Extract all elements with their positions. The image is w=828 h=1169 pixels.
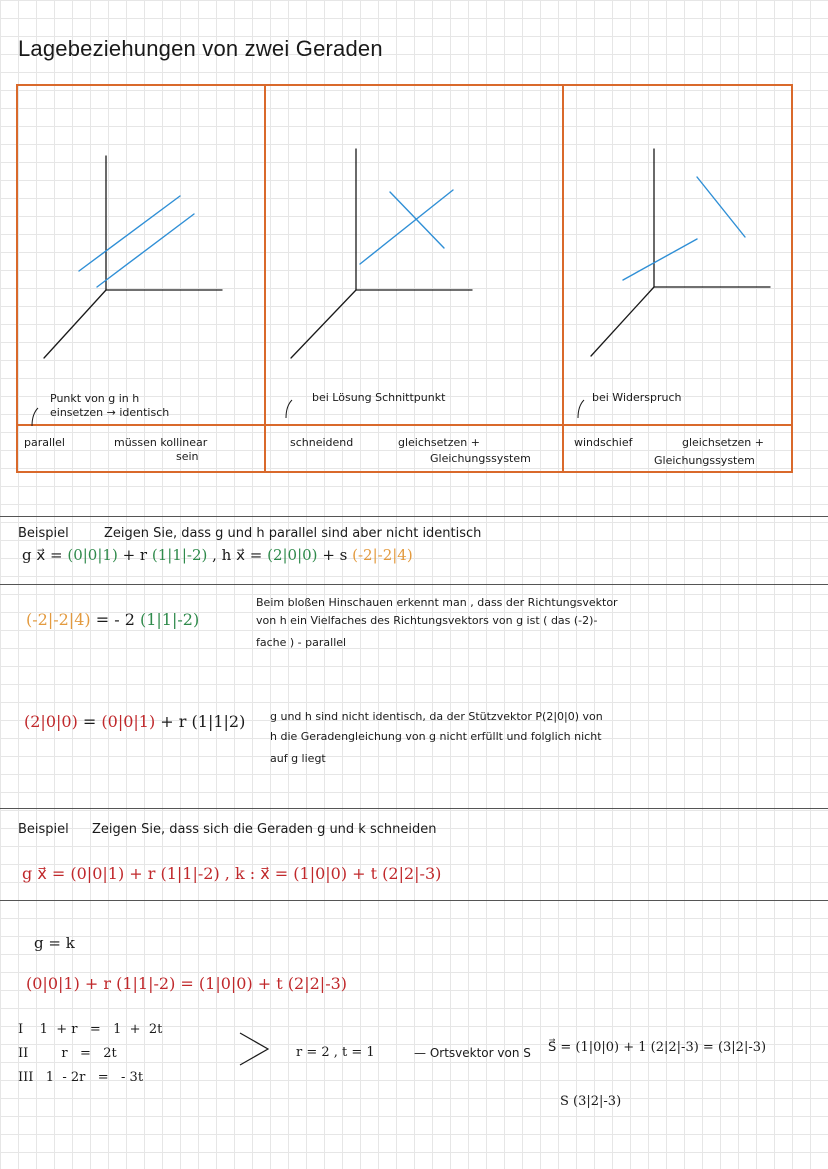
axes-3 xyxy=(591,149,770,356)
ex1-text1-b: von h ein Vielfaches des Richtungsvektors von g ist ( das (-2)- xyxy=(256,614,598,627)
case1-note-bottom-c: sein xyxy=(176,450,199,463)
lines-intersecting xyxy=(360,190,453,264)
ex1-text1-c: fache ) - parallel xyxy=(256,636,347,649)
ex2-ortsvektor: — Ortsvektor von S xyxy=(414,1046,531,1060)
case3-note-bottom-a: windschief xyxy=(574,436,633,449)
lines-skew xyxy=(623,177,745,280)
page-title: Lagebeziehungen von zwei Geraden xyxy=(18,36,383,61)
ex1-text1-a: Beim bloßen Hinschauen erkennt man , dass der Richtungsvektor xyxy=(256,596,618,609)
ex2-set-eq: g = k xyxy=(34,934,75,952)
ex1-equations: g x⃗ = (0|0|1) + r (1|1|-2) , h x⃗ = (2|0|0) + s (-2|-2|4) xyxy=(22,546,413,564)
rule-3 xyxy=(0,808,828,809)
case2-note-top-a: bei Lösung Schnittpunkt xyxy=(312,391,446,404)
case1-note-bottom-a: parallel xyxy=(24,436,65,449)
axes-2 xyxy=(291,149,472,358)
ex1-task: Zeigen Sie, dass g und h parallel sind aber nicht identisch xyxy=(104,526,482,541)
ex2-label: Beispiel xyxy=(18,822,69,837)
parallel-diagram xyxy=(44,156,222,358)
ex2-row-1: I 1 + r = 1 + 2t xyxy=(18,1022,163,1037)
case3-note-bottom-b: gleichsetzen + xyxy=(682,436,764,449)
rule-4 xyxy=(0,900,828,901)
ex2-s-point: S (3|2|-3) xyxy=(560,1094,622,1109)
case1-note-top-b: einsetzen → identisch xyxy=(50,406,170,419)
case3-note-top-a: bei Widerspruch xyxy=(592,391,682,404)
lines-parallel xyxy=(79,196,194,287)
case2-note-bottom-c: Gleichungssystem xyxy=(430,452,531,465)
ex1-text2-a: g und h sind nicht identisch, da der Stützvektor P(2|0|0) von xyxy=(270,710,603,723)
case2-note-bottom-b: gleichsetzen + xyxy=(398,436,480,449)
ex1-text2-c: auf g liegt xyxy=(270,752,326,765)
ex1-check: (2|0|0) = (0|0|1) + r (1|1|2) xyxy=(24,712,246,731)
case3-note-bottom-c: Gleichungssystem xyxy=(654,454,755,467)
ex2-solution: r = 2 , t = 1 xyxy=(296,1045,375,1060)
ex1-kollinear: (-2|-2|4) = - 2 (1|1|-2) xyxy=(26,610,200,629)
case1-note-bottom-b: müssen kollinear xyxy=(114,436,208,449)
case2-note-bottom-a: schneidend xyxy=(290,436,354,449)
rule-1 xyxy=(0,516,828,517)
ex2-set-line: (0|0|1) + r (1|1|-2) = (1|0|0) + t (2|2|-3) xyxy=(26,974,348,993)
ex2-row-2: II r = 2t xyxy=(18,1046,117,1061)
ex2-equations: g x⃗ = (0|0|1) + r (1|1|-2) , k : x⃗ = (1|0|0) + t (2|2|-3) xyxy=(22,864,442,883)
rule-2 xyxy=(0,584,828,585)
ex2-brace xyxy=(240,1033,268,1065)
skew-diagram xyxy=(591,149,770,356)
ex1-label: Beispiel xyxy=(18,526,69,541)
intersect-diagram xyxy=(291,149,472,358)
ex1-text2-b: h die Geradengleichung von g nicht erfüllt und folglich nicht xyxy=(270,730,602,743)
ex2-s-vector: S⃗ = (1|0|0) + 1 (2|2|-3) = (3|2|-3) xyxy=(548,1040,767,1055)
case1-note-top-a: Punkt von g in h xyxy=(50,392,140,405)
ex2-row-3: III 1 - 2r = - 3t xyxy=(18,1070,144,1085)
ex2-task: Zeigen Sie, dass sich die Geraden g und k schneiden xyxy=(92,822,437,837)
axes-1 xyxy=(44,156,222,358)
